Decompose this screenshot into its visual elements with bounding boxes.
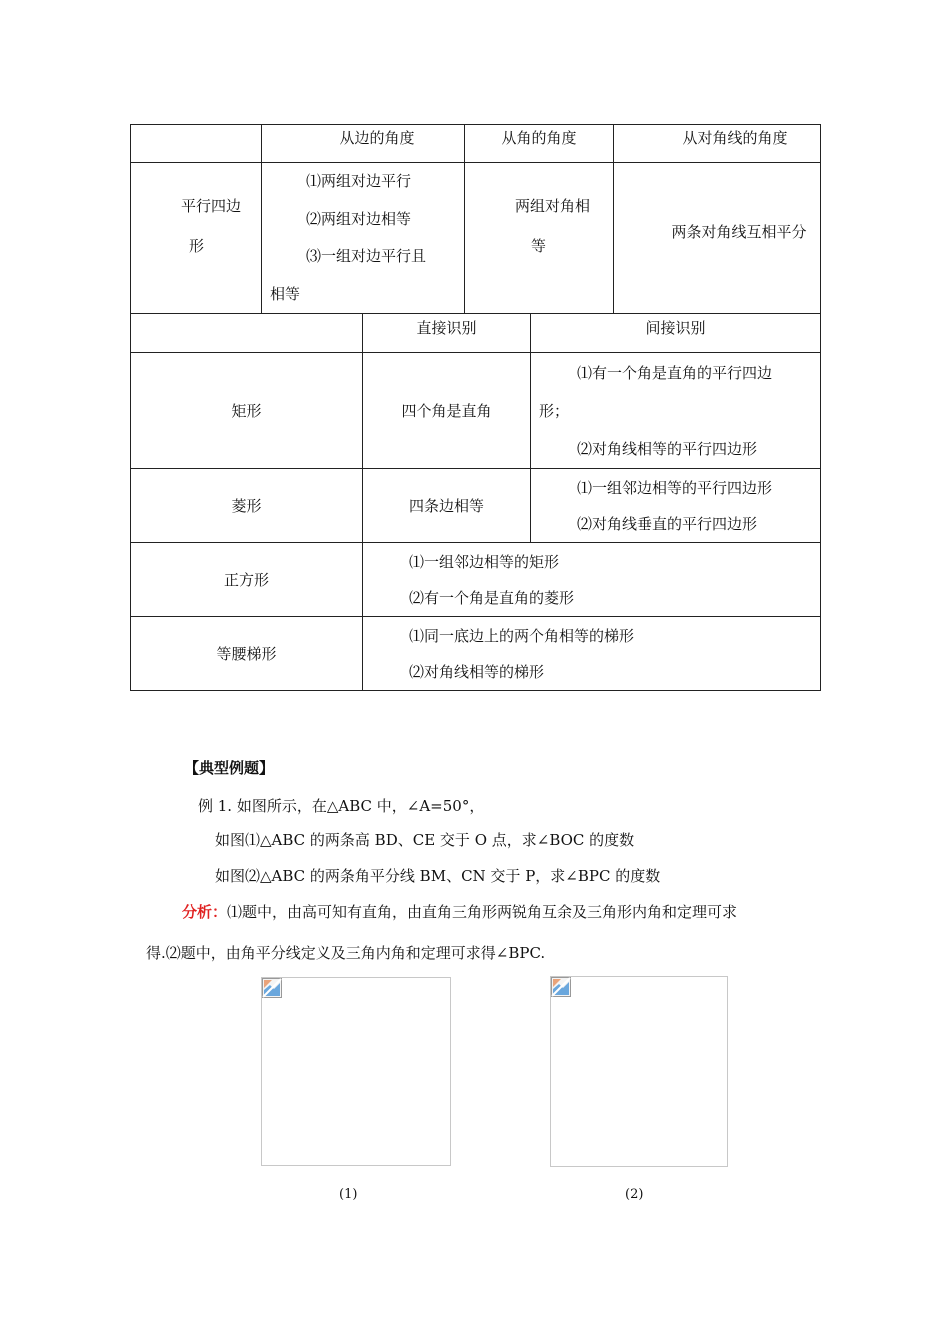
figure-2-caption: (2) xyxy=(625,1187,644,1202)
header-empty xyxy=(131,125,262,163)
header-angles: 从角的角度 xyxy=(465,125,614,163)
row-label-parallelogram: 平行四边 形 xyxy=(131,163,262,314)
analysis-label: 分析： xyxy=(182,903,228,921)
header-diagonals: 从对角线的角度 xyxy=(614,125,821,163)
header-direct: 直接识别 xyxy=(363,314,531,353)
figure-1-caption: (1) xyxy=(339,1187,358,1202)
example-line-1: 例 1. 如图所示，在△ABC 中，∠A=50°， xyxy=(198,797,485,815)
direct-criteria: 四个角是直角 xyxy=(363,353,531,469)
example-line-2: 如图⑴△ABC 的两条高 BD、CE 交于 O 点，求∠BOC 的度数 xyxy=(215,831,635,849)
section-title: 【典型例题】 xyxy=(184,759,275,777)
shape-name: 菱形 xyxy=(131,469,363,543)
angles-criteria: 两组对角相 等 xyxy=(465,163,614,314)
shape-name: 正方形 xyxy=(131,543,363,617)
table-row xyxy=(131,617,821,691)
table-row xyxy=(131,469,821,543)
special-quadrilaterals-table xyxy=(130,313,821,691)
combined-criteria: ⑴同一底边上的两个角相等的梯形 ⑵对角线相等的梯形 xyxy=(363,617,821,691)
table-row xyxy=(131,353,821,469)
figure-1-image xyxy=(261,977,451,1166)
example-line-3: 如图⑵△ABC 的两条角平分线 BM、CN 交于 P，求∠BPC 的度数 xyxy=(215,867,661,885)
sides-criteria: ⑴两组对边平行 ⑵两组对边相等 ⑶一组对边平行且 相等 xyxy=(262,163,465,314)
analysis-line-2: 得.⑵题中，由角平分线定义及三角内角和定理可求得∠BPC. xyxy=(146,944,546,962)
analysis-line-1 xyxy=(182,901,832,922)
parallelogram-table xyxy=(130,124,821,314)
combined-criteria: ⑴一组邻边相等的矩形 ⑵有一个角是直角的菱形 xyxy=(363,543,821,617)
shape-name: 矩形 xyxy=(131,353,363,469)
indirect-criteria: ⑴有一个角是直角的平行四边 形； ⑵对角线相等的平行四边形 xyxy=(531,353,821,469)
header-empty-2 xyxy=(131,314,363,353)
header-indirect: 间接识别 xyxy=(531,314,821,353)
header-sides: 从边的角度 xyxy=(262,125,465,163)
table-row xyxy=(131,543,821,617)
analysis-text-1: ⑴题中，由高可知有直角，由直角三角形两锐角互余及三角形内角和定理可求 xyxy=(227,903,738,921)
indirect-criteria: ⑴一组邻边相等的平行四边形 ⑵对角线垂直的平行四边形 xyxy=(531,469,821,543)
direct-criteria: 四条边相等 xyxy=(363,469,531,543)
broken-image-icon xyxy=(551,977,571,997)
diagonals-criteria: 两条对角线互相平分 xyxy=(614,163,821,314)
broken-image-icon xyxy=(262,978,282,998)
figure-2-image xyxy=(550,976,728,1167)
shape-name: 等腰梯形 xyxy=(131,617,363,691)
